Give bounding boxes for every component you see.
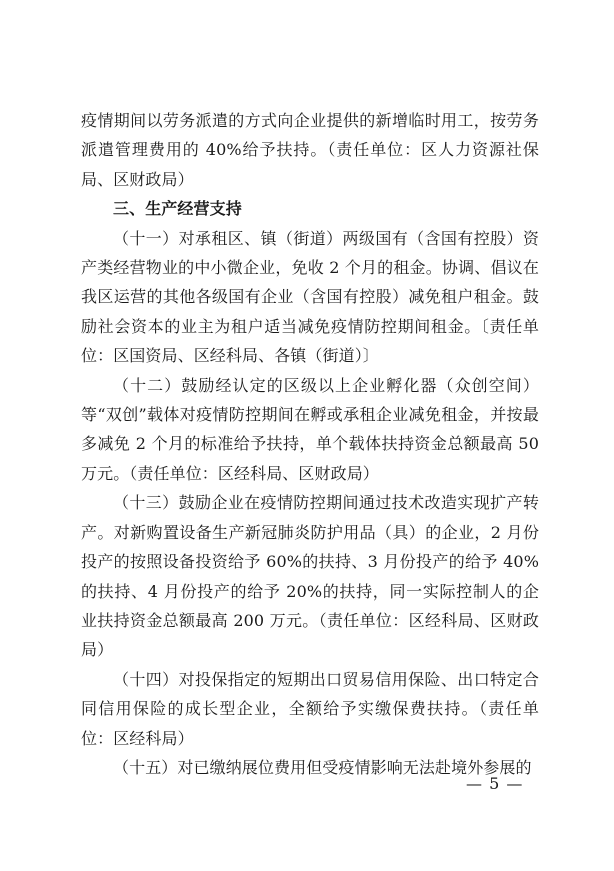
paragraph-item-13: （十三）鼓励企业在疫情防控期间通过技术改造实现扩产转产。对新购置设备生产新冠肺炎防护用品（具）的企业，2 月份投产的按照设备投资给予 60%的扶持、3 月份投产的给予 40%的扶持、4 月份投产的给予 20%的扶持，同一实际控制人的企业扶持资金总额最高 200 万元。（责任单位：区经科局、区财政局） — [81, 493, 539, 660]
paragraph-item-15: （十五）对已缴纳展位费用但受疫情影响无法赴境外参展的 — [113, 757, 532, 777]
paragraph-continued: 疫情期间以劳务派遣的方式向企业提供的新增临时用工，按劳务派遣管理费用的 40%给予扶持。（责任单位：区人力资源社保局、区财政局） — [81, 111, 539, 189]
section-heading: 三、生产经营支持 — [113, 199, 242, 219]
paragraph-item-14: （十四）对投保指定的短期出口贸易信用保险、出口特定合同信用保险的成长型企业，全额给予实缴保费扶持。（责任单位：区经科局） — [81, 669, 539, 748]
page-number: — 5 — — [466, 774, 524, 793]
paragraph-item-12: （十二）鼓励经认定的区级以上企业孵化器（众创空间）等“双创”载体对疫情防控期间在孵或承租企业减免租金，并按最多减免 2 个月的标准给予扶持，单个载体扶持资金总额最高 50 万元。（责任单位：区经科局、区财政局） — [81, 375, 539, 483]
paragraph-item-11: （十一）对承租区、镇（街道）两级国有（含国有控股）资产类经营物业的中小微企业，免收 2 个月的租金。协调、倡议在我区运营的其他各级国有企业（含国有控股）减免租户租金。鼓励社会资本的业主为租户适当减免疫情防控期间租金。〔责任单位：区国资局、区经科局、各镇（街道）〕 — [81, 228, 539, 366]
document-body — [81, 106, 539, 782]
